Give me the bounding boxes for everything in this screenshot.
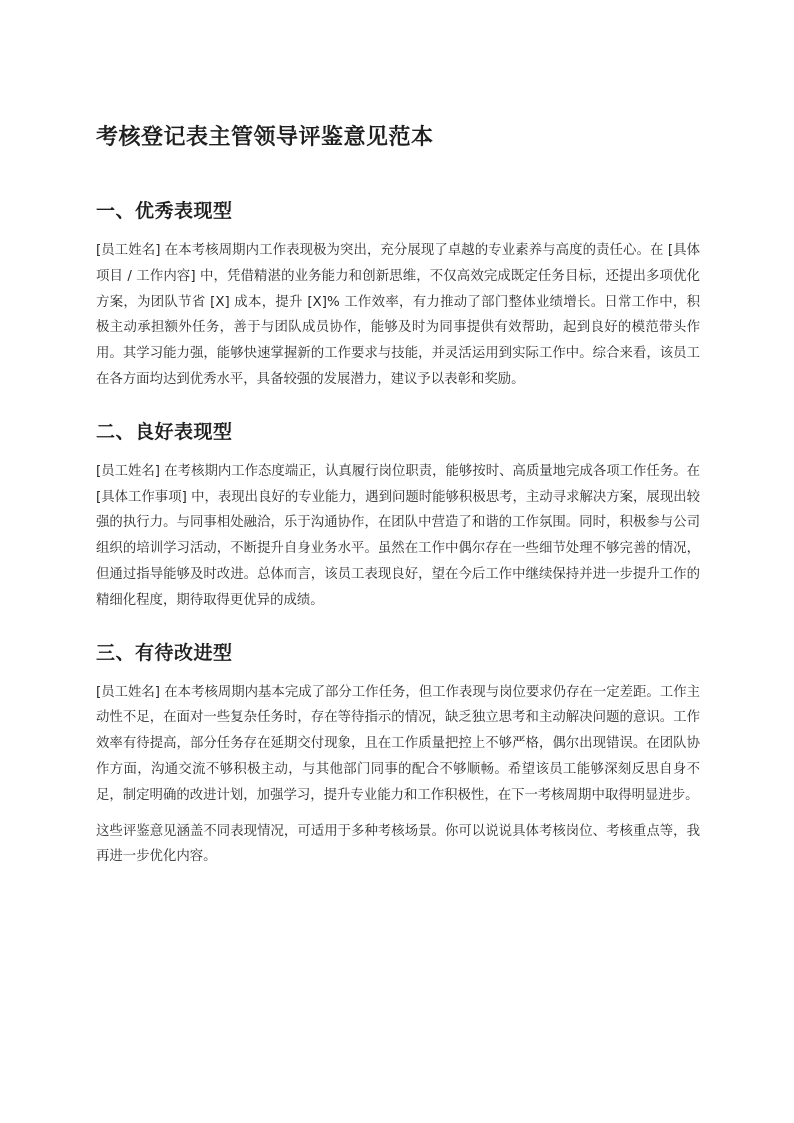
closing-paragraph: 这些评鉴意见涵盖不同表现情况，可适用于多种考核场景。你可以说说具体考核岗位、考核重点等，我再进一步优化内容。 [96,823,700,865]
section-body: [员工姓名] 在考核期内工作态度端正，认真履行岗位职责，能够按时、高质量地完成各项工作任务。在 [具体工作事项] 中，表现出良好的专业能力，遇到问题时能够积极思考，主动寻求解决方案，展现出较强的执行力。与同事相处融洽，乐于沟通协作，在团队中营造了和谐的工作氛围。同时，积极参与公司组织的培训学习活动，不断提升自身业务水平。虽然在工作中偶尔存在一些细节处理不够完善的情况，但通过指导能够及时改进。总体而言，该员工表现良好，望在今后工作中继续保持并进一步提升工作的精细化程度，期待取得更优异的成绩。 [96,463,700,608]
section-excellent [96,194,700,393]
section-body: [员工姓名] 在本考核周期内基本完成了部分工作任务，但工作表现与岗位要求仍存在一定差距。工作主动性不足，在面对一些复杂任务时，存在等待指示的情况，缺乏独立思考和主动解决问题的意识。工作效率有待提高，部分任务存在延期交付现象，且在工作质量把控上不够严格，偶尔出现错误。在团队协作方面，沟通交流不够积极主动，与其他部门同事的配合不够顺畅。希望该员工能够深刻反思自身不足，制定明确的改进计划，加强学习，提升专业能力和工作积极性，在下一考核周期中取得明显进步。 [96,684,700,803]
document-title: 考核登记表主管领导评鉴意见范本 [96,125,434,150]
section-good [96,415,700,614]
document-page [96,118,700,870]
section-heading: 二、良好表现型 [96,420,233,443]
section-body: [员工姓名] 在本考核周期内工作表现极为突出，充分展现了卓越的专业素养与高度的责任心。在 [具体项目 / 工作内容] 中，凭借精湛的业务能力和创新思维，不仅高效完成既定任务目标，还提出多项优化方案，为团队节省 [X] 成本，提升 [X]% 工作效率，有力推动了部门整体业绩增长。日常工作中，积极主动承担额外任务，善于与团队成员协作，能够及时为同事提供有效帮助，起到良好的模范带头作用。其学习能力强，能够快速掌握新的工作要求与技能，并灵活运用到实际工作中。综合来看，该员工在各方面均达到优秀水平，具备较强的发展潜力，建议予以表彰和奖励。 [96,243,700,387]
section-heading: 一、优秀表现型 [96,200,233,222]
section-heading: 三、有待改进型 [96,641,233,664]
section-needs-improvement [96,636,700,809]
